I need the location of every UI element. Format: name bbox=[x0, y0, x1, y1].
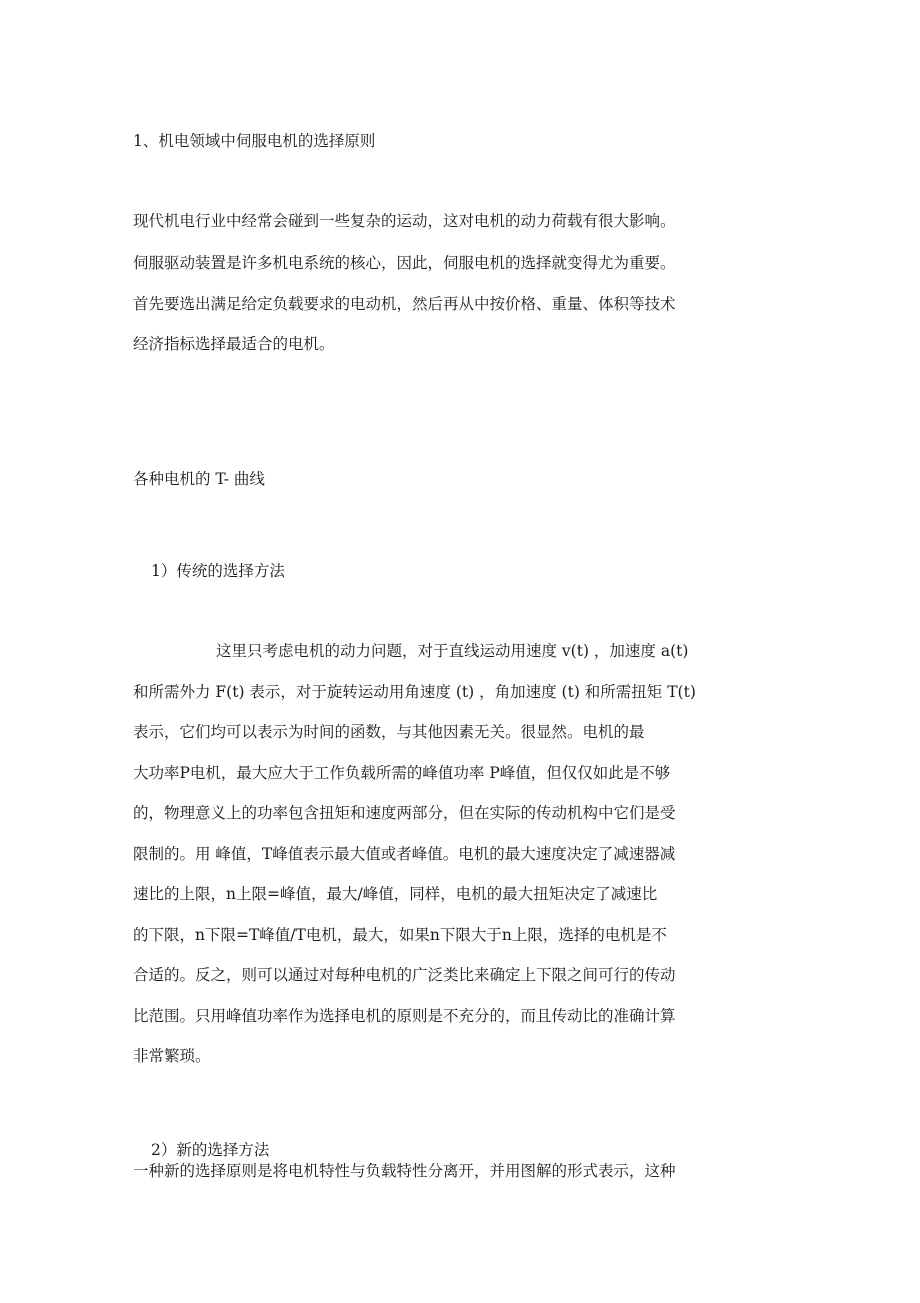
body-line: 一种新的选择原则是将电机特性与负载特性分离开，并用图解的形式表示，这种 bbox=[133, 1162, 676, 1180]
body-line: 比范围。只用峰值功率作为选择电机的原则是不充分的，而且传动比的准确计算 bbox=[133, 1007, 676, 1025]
body-line: 和所需外力 F(t) 表示，对于旋转运动用角速度 (t) ，角加速度 (t) 和所需扭矩 T(t) bbox=[133, 683, 696, 701]
intro-line: 伺服驱动装置是许多机电系统的核心，因此，伺服电机的选择就变得尤为重要。 bbox=[133, 254, 676, 272]
curves-heading: 各种电机的 T- 曲线 bbox=[133, 470, 265, 488]
body-line: 大功率P电机，最大应大于工作负载所需的峰值功率 P峰值，但仅仅如此是不够 bbox=[133, 764, 671, 782]
body-line: 表示，它们均可以表示为时间的函数，与其他因素无关。很显然。电机的最 bbox=[133, 723, 645, 741]
intro-line: 现代机电行业中经常会碰到一些复杂的运动，这对电机的动力荷载有很大影响。 bbox=[133, 212, 676, 230]
body-line: 合适的。反之，则可以通过对每种电机的广泛类比来确定上下限之间可行的传动 bbox=[133, 966, 676, 984]
body-line: 的，物理意义上的功率包含扭矩和速度两部分，但在实际的传动机构中它们是受 bbox=[133, 804, 676, 822]
section-2-title: 2）新的选择方法 bbox=[151, 1141, 270, 1159]
intro-line: 经济指标选择最适合的电机。 bbox=[133, 335, 335, 353]
body-line: 速比的上限，n上限=峰值，最大/峰值，同样，电机的最大扭矩决定了减速比 bbox=[133, 885, 658, 903]
body-line: 的下限，n下限=T峰值/T电机，最大，如果n下限大于n上限，选择的电机是不 bbox=[133, 926, 667, 944]
section-1-title: 1）传统的选择方法 bbox=[151, 562, 285, 580]
section-heading: 1、机电领域中伺服电机的选择原则 bbox=[133, 132, 376, 150]
body-line: 非常繁琐。 bbox=[133, 1047, 211, 1065]
body-line: 这里只考虑电机的动力问题，对于直线运动用速度 v(t) ，加速度 a(t) bbox=[216, 642, 689, 660]
body-line: 限制的。用 峰值，T峰值表示最大值或者峰值。电机的最大速度决定了减速器减 bbox=[133, 845, 676, 863]
intro-line: 首先要选出满足给定负载要求的电动机，然后再从中按价格、重量、体积等技术 bbox=[133, 295, 676, 313]
